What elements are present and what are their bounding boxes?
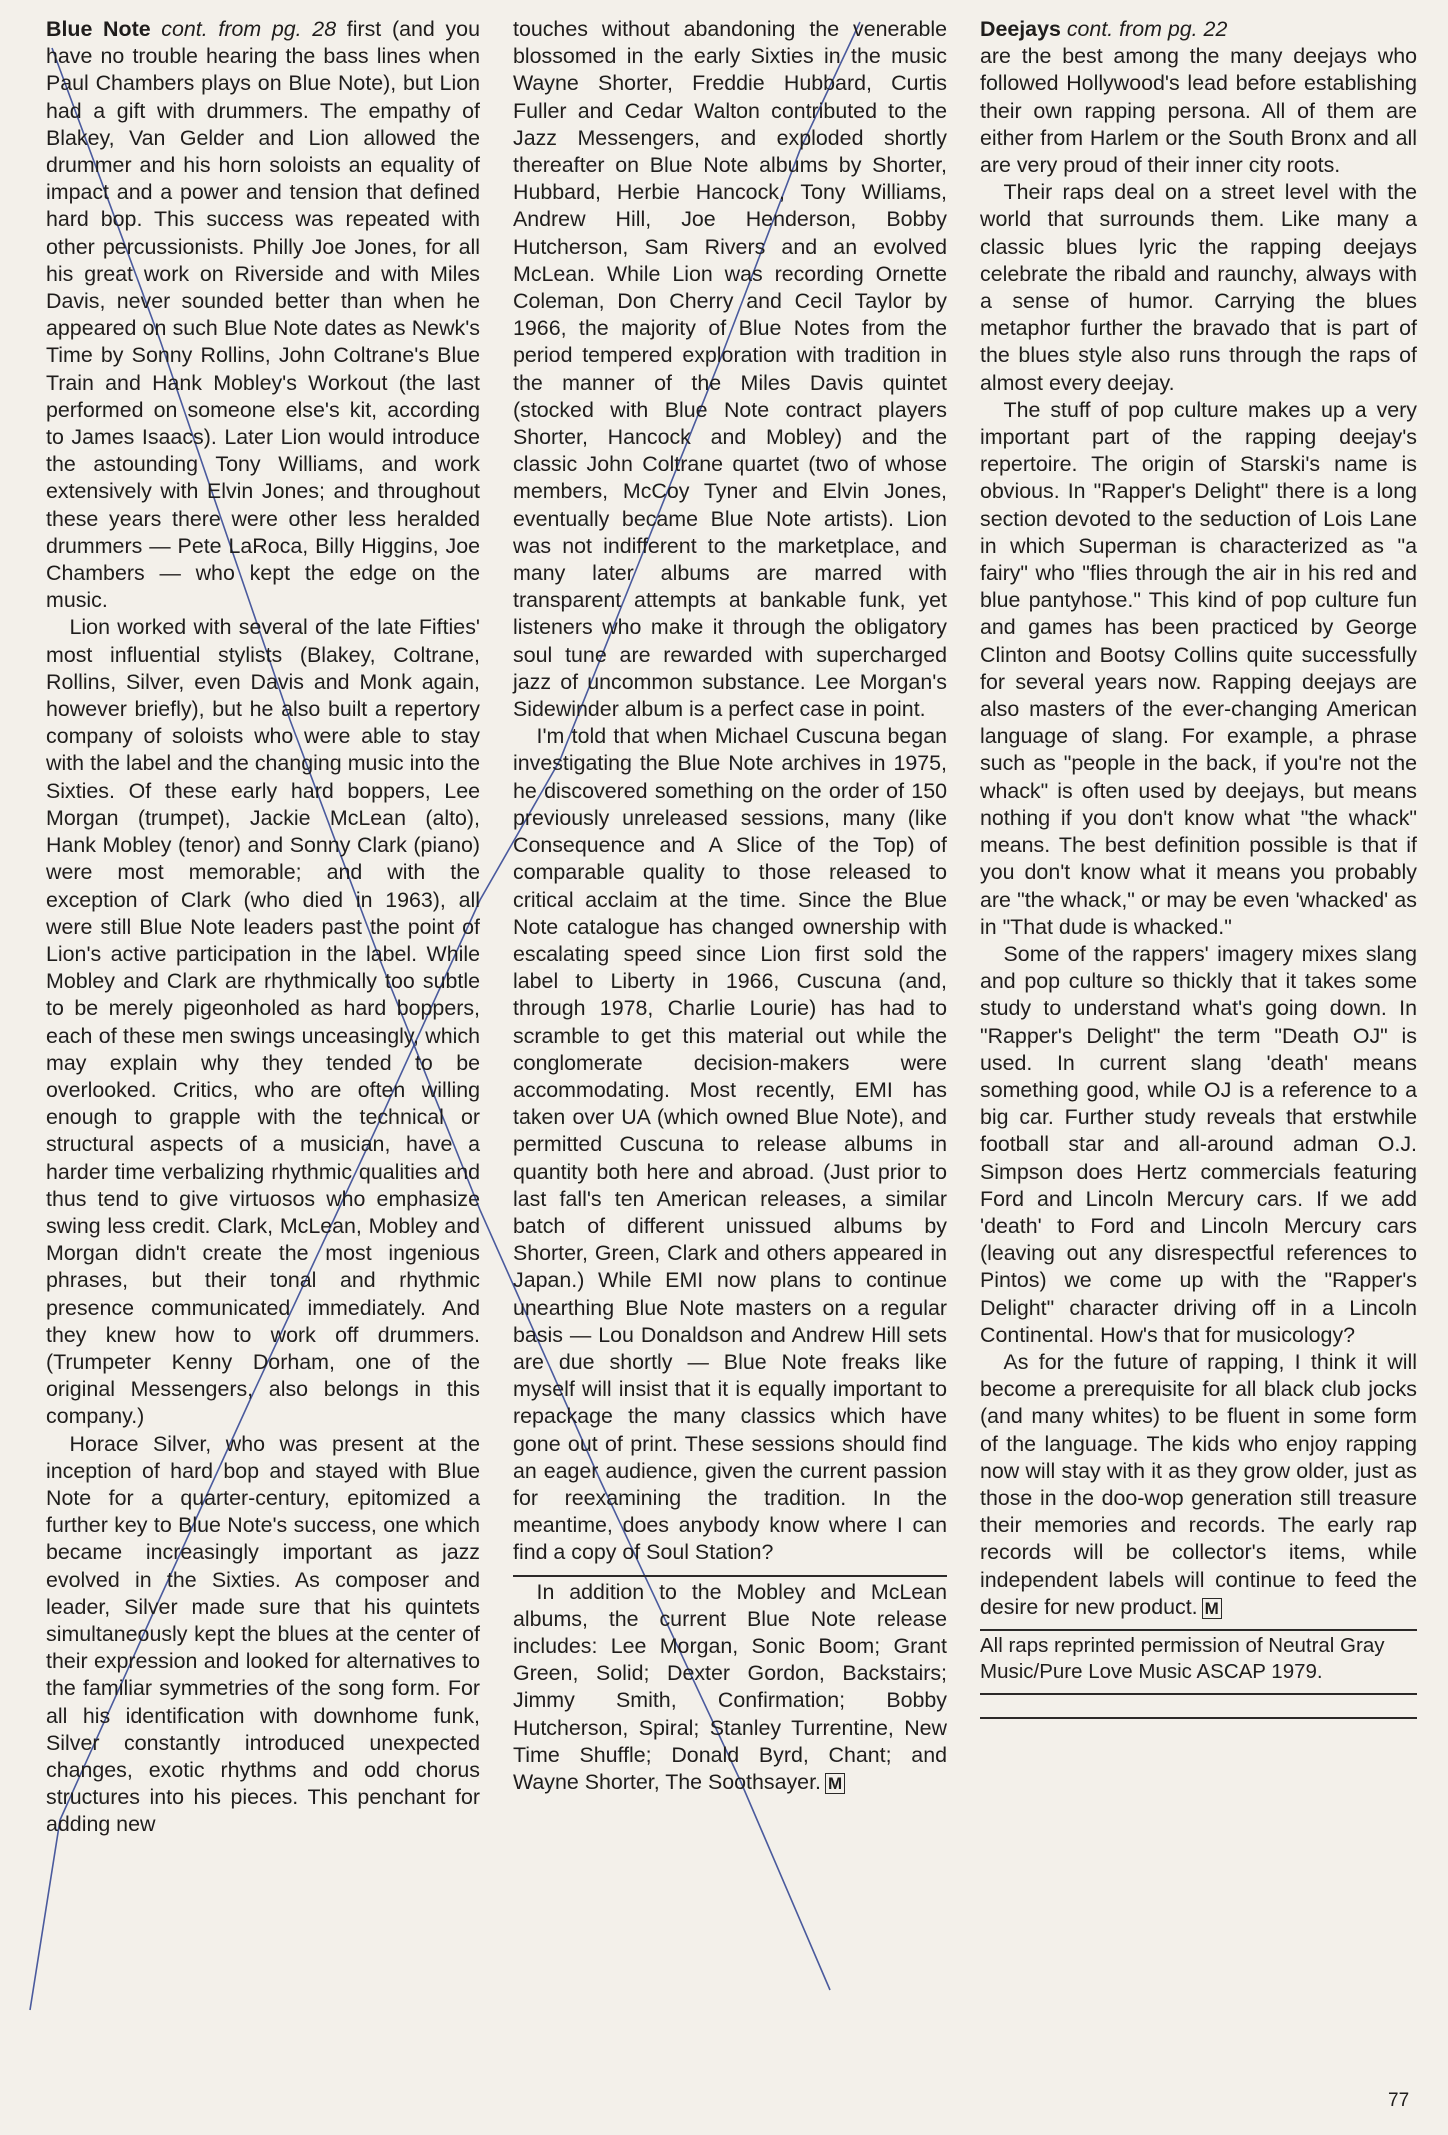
article-paragraph: Horace Silver, who was present at the inception of hard bop and stayed with Blue Note for a quarter-century, epitomized a further key to Blue Note's success, one which became increasingly important as jazz evolved in the Sixties. As composer and leader, Silver made sure that his quintets simultaneously kept the blues at the center of their expression and looked for alternatives to the familiar symmetries of the song form. For all his identification with downhome funk, Silver constantly introduced unexpected changes, exotic rhythms and odd chorus structures into his pieces. This penchant for adding new xyxy=(46,1431,480,1837)
article-paragraph xyxy=(513,1579,947,1797)
article-paragraph: The stuff of pop culture makes up a very important part of the rapping deejay's repertoire. The origin of Starski's name is obvious. In "Rapper's Delight" there is a long section devoted to the seduction of Lois Lane in which Superman is characterized as "a fairy" who "flies through the air in his red and blue pantyhose." This kind of pop culture fun and games has been practiced by George Clinton and Bootsy Collins quite successfully for several years now. Rapping deejays are also masters of the ever-changing American language of slang. For example, a phrase such as "people in the back, if you're not the whack" is often used by deejays, but means nothing if you don't know what "the whack" means. The best definition possible is that if you don't know what it means you probably are "the whack," or may be even 'whacked' as in "That dude is whacked." xyxy=(980,397,1417,939)
article-paragraph xyxy=(46,16,480,614)
continuation-note: cont. from pg. 28 xyxy=(161,17,337,41)
paragraph-text: As for the future of rapping, I think it will become a prerequisite for all black club jocks (and many whites) to be fluent in some form of the language. The kids who enjoy rapping now will stay with it as they grow older, just as those in the doo-wop generation still treasure their memories and records. The early rap records will be collector's items, while independent labels will continue to feed the desire for new product. xyxy=(980,1349,1417,1619)
article-paragraph xyxy=(980,16,1417,179)
page-number: 77 xyxy=(1388,2090,1410,2111)
paragraph-text: In addition to the Mobley and McLean albums, the current Blue Note release includes: Lee Morgan, Sonic Boom; Grant Green, Solid; Dexter Gordon, Backstairs; Jimmy Smith, Confirmation; Bobby Hutcherson, Spiral; Stanley Turrentine, New Time Shuffle; Donald Byrd, Chant; and Wayne Shorter, The Soothsayer. xyxy=(513,1579,947,1794)
paragraph-text: are the best among the many deejays who followed Hollywood's lead before establishing their own rapping persona. All of them are either from Harlem or the South Bronx and all are very proud of their inner city roots. xyxy=(980,44,1417,178)
article-paragraph: touches without abandoning the venerable blossomed in the early Sixties in the music Wayne Shorter, Freddie Hubbard, Curtis Fuller and Cedar Walton contributed to the Jazz Messengers, and exploded shortly thereafter on Blue Note albums by Shorter, Hubbard, Herbie Hancock, Tony Williams, Andrew Hill, Joe Henderson, Bobby Hutcherson, Sam Rivers and an evolved McLean. While Lion was recording Ornette Coleman, Don Cherry and Cecil Taylor by 1966, the majority of Blue Notes from the period tempered exploration with tradition in the manner of the Miles Davis quintet (stocked with Blue Note contract players Shorter, Hancock and Mobley) and the classic John Coltrane quartet (two of whose members, McCoy Tyner and Elvin Jones, eventually became Blue Note artists). Lion was not indifferent to the marketplace, and many later albums are marred with transparent attempts at bankable funk, yet listeners who make it through the obligatory soul tune are rewarded with supercharged jazz of uncommon substance. Lee Morgan's Sidewinder album is a perfect case in point. xyxy=(513,17,947,722)
section-rule xyxy=(980,1717,1417,1719)
paragraph-text: first (and you have no trouble hearing the bass lines when Paul Chambers plays on Blue Note), but Lion had a gift with drummers. The empathy of Blakey, Van Gelder and Lion allowed the drummer and his horn soloists an equality of impact and a power and tension that defined hard bop. This success was repeated with other percussionists. Philly Joe Jones, for all his great work on Riverside and with Miles Davis, never sounded better than when he appeared on such Blue Note dates as Newk's Time by Sonny Rollins, John Coltrane's Blue Train and Hank Mobley's Workout (the last performed on someone else's kit, according to James Isaacs). Later Lion would introduce the astounding Tony Williams, and work extensively with Elvin Jones; and throughout these years there were other less heralded drummers — Pete LaRoca, Billy Higgins, Joe Chambers — who kept the edge on the music. xyxy=(46,17,480,613)
article-paragraph: Lion worked with several of the late Fifties' most influential stylists (Blakey, Coltrane, Rollins, Silver, even Davis and Monk again, however briefly), but he also built a repertory company of soloists who were able to stay with the label and the changing music into the Sixties. Of these early hard boppers, Lee Morgan (trumpet), Jackie McLean (alto), Hank Mobley (tenor) and Sonny Clark (piano) were most memorable; and with the exception of Clark (who died in 1963), all were still Blue Note leaders past the point of Lion's active participation in the label. While Mobley and Clark are rhythmically too subtle to be merely pigeonholed as hard boppers, each of these men swings unceasingly, which may explain why they tended to be overlooked. Critics, who are often willing enough to grapple with the technical or structural aspects of a musician, have a harder time verbalizing rhythmic qualities and thus tend to give virtuosos who emphasize swing less credit. Clark, McLean, Mobley and Morgan didn't create the most ingenious phrases, but their tonal and rhythmic presence communicated immediately. And they knew how to work off drummers. (Trumpeter Kenny Dorham, one of the original Messengers, also belongs in this company.) xyxy=(46,615,480,1429)
section-rule xyxy=(513,1575,947,1577)
end-mark-icon: M xyxy=(1202,1598,1222,1619)
article-paragraph: I'm told that when Michael Cuscuna began investigating the Blue Note archives in 1975, he discovered something on the order of 150 previously unreleased sessions, many (like Consequence and A Slice of the Top) of comparable quality to those released to critical acclaim at the time. Since the Blue Note catalogue has changed ownership with escalating speed since Lion first sold the label to Liberty in 1966, Cuscuna (and, through 1978, Charlie Lourie) has had to scramble to get this material out while the conglomerate decision-makers were accommodating. Most recently, EMI has taken over UA (which owned Blue Note), and permitted Cuscuna to release albums in quantity both here and abroad. (Just prior to last fall's ten American releases, a similar batch of different unissued albums by Shorter, Green, Clark and others appeared in Japan.) While EMI now plans to continue unearthing Blue Note masters on a regular basis — Lou Donaldson and Andrew Hill sets are due shortly — Blue Note freaks like myself will insist that it is equally important to repackage the many classics which have gone out of print. These sessions should find an eager audience, given the current passion for reexamining the tradition. In the meantime, does anybody know where I can find a copy of Soul Station? xyxy=(513,724,947,1565)
article-heading: Deejays xyxy=(980,17,1061,41)
permission-credit: All raps reprinted permission of Neutral Gray Music/Pure Love Music ASCAP 1979. xyxy=(980,1633,1385,1683)
article-paragraph xyxy=(980,1349,1417,1621)
column-deejays xyxy=(980,16,1417,1719)
article-paragraph: Some of the rappers' imagery mixes slang and pop culture so thickly that it takes some study to understand what's going down. In "Rapper's Delight" the term "Death OJ" is used. In current slang 'death' means something good, while OJ is a reference to a big car. Further study reveals that erstwhile football star and all-around adman O.J. Simpson does Hertz commercials featuring Ford and Lincoln Mercury cars. If we add 'death' to Ford and Lincoln Mercury cars (leaving out any disrespectful references to Pintos) we come up with the "Rapper's Delight" character driving off in a Lincoln Continental. How's that for musicology? xyxy=(980,941,1417,1347)
article-heading: Blue Note xyxy=(46,17,151,41)
article-paragraph: Their raps deal on a street level with the world that surrounds them. Like many a classic blues lyric the rapping deejays celebrate the ribald and raunchy, always with a sense of humor. Carrying the blues metaphor further the bravado that is part of the blues style also runs through the raps of almost every deejay. xyxy=(980,180,1417,395)
end-mark-icon: M xyxy=(825,1773,845,1794)
column-blue-note-continued xyxy=(513,16,947,1796)
section-rule xyxy=(980,1629,1417,1631)
continuation-note: cont. from pg. 22 xyxy=(1066,17,1228,41)
column-blue-note xyxy=(46,16,480,1839)
section-rule xyxy=(980,1693,1417,1695)
